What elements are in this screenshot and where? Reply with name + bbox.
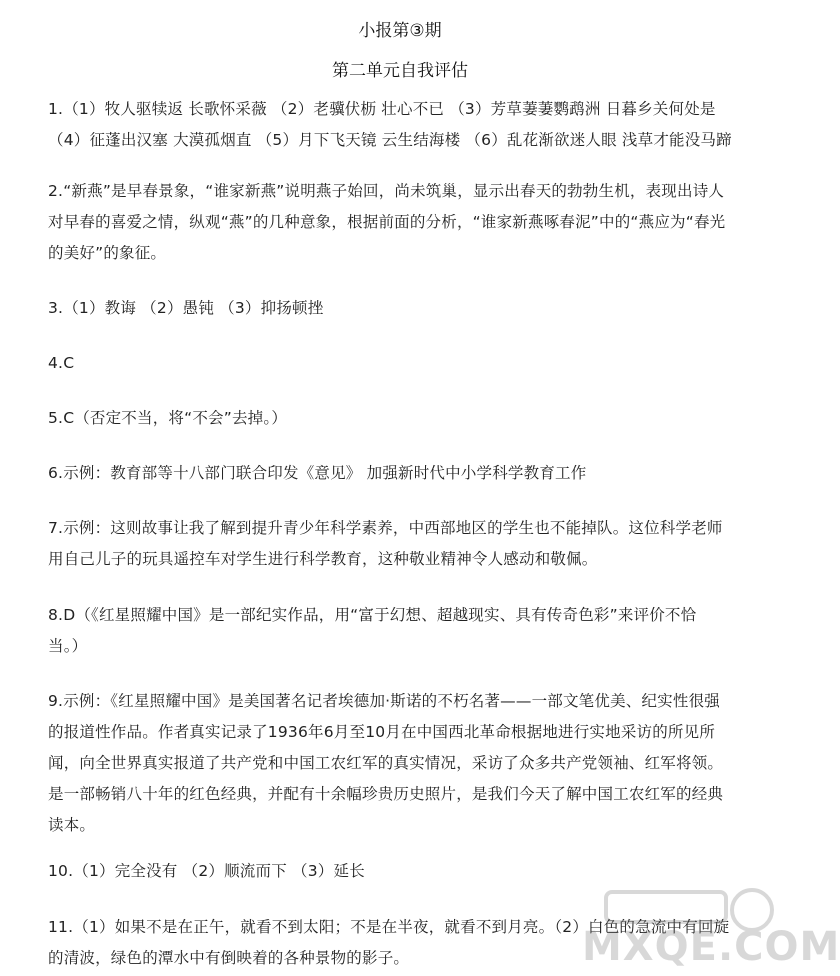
answer-11: [48, 912, 780, 974]
answer-line: 5.C（否定不当，将“不会”去掉。）: [48, 409, 288, 427]
answer-line: 3.（1）教诲 （2）愚钝 （3）抑扬顿挫: [48, 299, 324, 317]
watermark-text: MXQE.COM: [582, 924, 840, 970]
answer-line: 闻，向全世界真实报道了共产党和中国工农红军的真实情况，采访了众多共产党领袖、红军将领。: [48, 754, 724, 772]
answer-line: 读本。: [48, 816, 96, 834]
answer-line: 用自己儿子的玩具遥控车对学生进行科学教育，这种敬业精神令人感动和敬佩。: [48, 550, 598, 568]
answer-6: [48, 458, 780, 489]
answer-3: [48, 293, 780, 324]
answer-line: 的美好”的象征。: [48, 244, 167, 262]
answer-line: 7.示例：这则故事让我了解到提升青少年科学素养，中西部地区的学生也不能掉队。这位科学老师: [48, 519, 723, 537]
answer-2: [48, 176, 780, 269]
answer-line: 11.（1）如果不是在正午，就看不到太阳；不是在半夜，就看不到月亮。（2）白色的急流中有回旋: [48, 918, 730, 936]
answer-7: [48, 513, 780, 575]
answer-line: 1.（1）牧人驱犊返 长歌怀采薇 （2）老骥伏枥 壮心不已 （3）芳草萋萋鹦鹉洲 日暮乡关何处是: [48, 100, 716, 118]
answer-line: 6.示例：教育部等十八部门联合印发《意见》 加强新时代中小学科学教育工作: [48, 464, 587, 482]
answer-9: [48, 686, 780, 841]
answer-line: 9.示例：《红星照耀中国》是美国著名记者埃德加·斯诺的不朽名著——一部文笔优美、纪实性很强: [48, 692, 720, 710]
answer-line: 4.C: [48, 354, 75, 372]
answer-line: 的报道性作品。作者真实记录了1936年6月至10月在中国西北革命根据地进行实地采访的所见所: [48, 723, 716, 741]
answer-line: 8.D（《红星照耀中国》是一部纪实作品，用“富于幻想、超越现实、具有传奇色彩”来评价不恰: [48, 606, 697, 624]
unit-title: 第二单元自我评估: [332, 61, 468, 81]
answer-8: [48, 600, 780, 662]
answer-4: [48, 348, 780, 379]
answer-line: 的清波，绿色的潭水中有倒映着的各种景物的影子。: [48, 949, 410, 967]
answer-5: [48, 403, 780, 434]
answer-line: 是一部畅销八十年的红色经典，并配有十余幅珍贵历史照片，是我们今天了解中国工农红军的经典: [48, 785, 724, 803]
answer-line: 2.“新燕”是早春景象，“谁家新燕”说明燕子始回，尚未筑巢，显示出春天的勃勃生机，表现出诗人: [48, 182, 725, 200]
newspaper-issue-title: 小报第③期: [358, 21, 442, 41]
answer-10: [48, 856, 780, 887]
answer-line: 当。）: [48, 637, 88, 655]
answer-1: [48, 94, 780, 156]
answer-line: （4）征蓬出汉塞 大漠孤烟直 （5）月下飞天镜 云生结海楼 （6）乱花渐欲迷人眼 浅草才能没马蹄: [48, 131, 732, 149]
answer-line: 10.（1）完全没有 （2）顺流而下 （3）延长: [48, 862, 365, 880]
answer-line: 对早春的喜爱之情，纵观“燕”的几种意象，根据前面的分析，“谁家新燕啄春泥”中的“燕应为“春光: [48, 213, 726, 231]
